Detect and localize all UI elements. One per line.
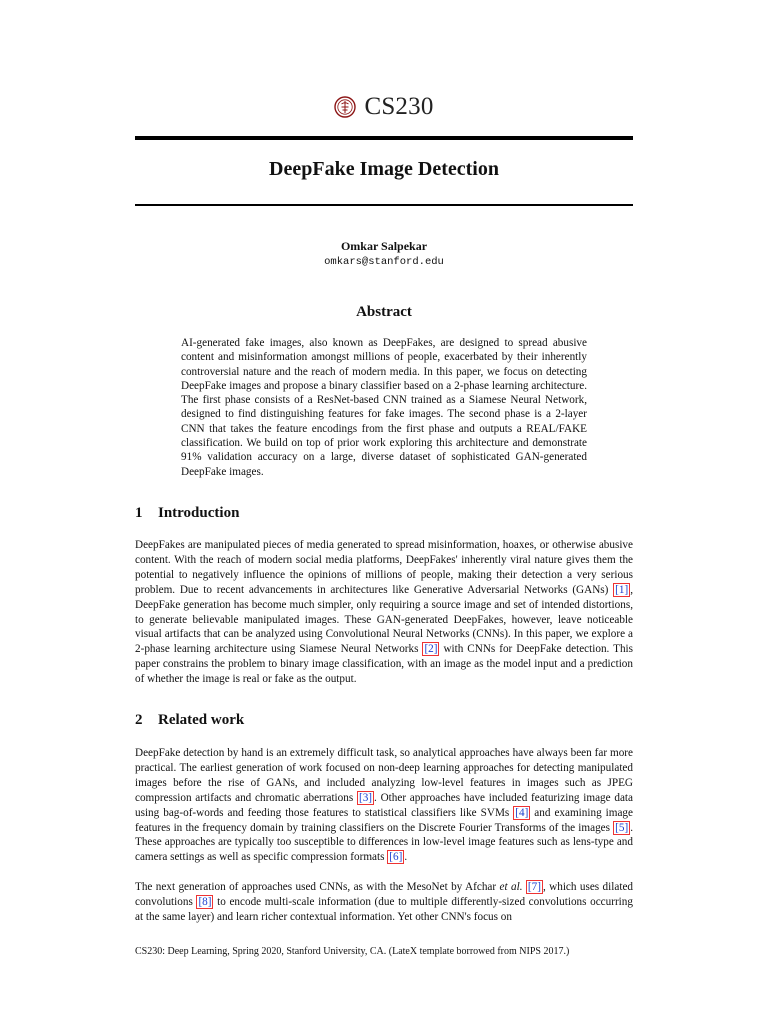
paper-title: DeepFake Image Detection [269, 158, 499, 180]
text-run: with CNNs for DeepFake detection. This paper constrains the problem to binary image classification, with an image as the model input and a prediction of whether the image is real or fake as the output. [135, 643, 633, 686]
abstract-heading: Abstract [356, 304, 412, 320]
citation-link[interactable]: [4] [515, 806, 529, 819]
related-work-paragraph-2 [135, 880, 633, 925]
text-run: . [404, 851, 408, 864]
citation-link[interactable]: [5] [615, 821, 629, 834]
citation-link[interactable]: [8] [198, 895, 212, 908]
stanford-seal-icon [334, 96, 356, 118]
course-header [0, 92, 768, 122]
citation-link[interactable]: [7] [527, 881, 541, 893]
text-run: to encode multi-scale information (due to multiple differently-sized convolutions occurring at the same layer) and learn richer contextual information. Yet other CNN's focus on [135, 895, 633, 923]
text-run: and examining image features in the frequency domain by training classifiers on the Discrete Fourier Transforms of the images [135, 806, 633, 834]
course-name: CS230 [364, 93, 434, 120]
section-heading-introduction [135, 505, 239, 522]
citation-link[interactable]: [6] [389, 851, 403, 864]
section-heading-related-work [135, 712, 244, 729]
section-title: Related work [158, 712, 245, 728]
text-run: DeepFakes are manipulated pieces of media generated to spread misinformation, hoaxes, or otherwise abusive content. With the reach of modern social media platforms, DeepFakes' inherently viral nature gives them the potential to negatively influence the opinions of millions of people, making their detection a very serious problem. Due to recent advancements in architectures like Generative Adversarial Networks (GANs) [135, 539, 633, 596]
text-run: . These approaches are typically too susceptible to differences in low-level image features such as lens-type and camera settings as well as specific compression formats [135, 821, 633, 864]
text-run: The next generation of approaches used CNNs, as with the MesoNet by Afchar [135, 881, 500, 893]
section-title: Introduction [158, 505, 240, 521]
text-run: , which uses dilated convolutions [135, 881, 634, 908]
text-run: DeepFake detection by hand is an extremely difficult task, so analytical approaches have always been far more practical. The earliest generation of work focused on non-deep learning approaches for detecting manipulated images before the rise of GANs, and included analyzing low-level features in images such as JPEG compression artifacts and chromatic aberrations [135, 747, 633, 804]
text-run: , DeepFake generation has become much simpler, only requiring a source image and set of intended distortions, to generate believable manipulated images. These GAN-generated DeepFakes, however, leave noticeable visual artifacts that can be analyzed using Convolutional Neural Networks (CNNs). In this paper, we explore a 2-phase learning architecture using Siamese Neural Networks [135, 583, 633, 656]
citation-link[interactable]: [2] [424, 643, 438, 656]
top-rule [135, 136, 633, 140]
abstract-text: AI-generated fake images, also known as DeepFakes, are designed to spread abusive content and misinformation amongst millions of people, exacerbated by their inherently controversial nature and the reach of modern media. In this paper, we focus on detecting DeepFake images and propose a binary classifier based on a 2-phase learning architecture. The first phase consists of a ResNet-based CNN trained as a Siamese Neural Network, designed to find distinguishing features for fake images. The second phase is a 2-layer CNN that takes the feature encodings from the first phase and outputs a REAL/FAKE classification. We build on top of prior work exploring this architecture and demonstrate 91% validation accuracy on a large, diverse dataset of sophisticated GAN-generated DeepFake images. [181, 337, 587, 478]
author-email: omkars@stanford.edu [324, 256, 444, 268]
citation-link[interactable]: [3] [358, 791, 373, 804]
emphasis-text: et al. [499, 881, 523, 893]
citation-link[interactable]: [1] [615, 583, 629, 596]
section-number: 2 [135, 712, 143, 728]
related-work-paragraph-1 [135, 746, 633, 865]
section-number: 1 [135, 505, 143, 521]
footnote: CS230: Deep Learning, Spring 2020, Stanford University, CA. (LateX template borrowed from NIPS 2017.) [135, 946, 570, 957]
text-run: . Other approaches have included featurizing image data using bag-of-words and feeding those features to statistical classifiers like SVMs [135, 791, 633, 819]
author-name: Omkar Salpekar [340, 239, 428, 253]
introduction-paragraph [135, 538, 633, 687]
title-rule [135, 204, 633, 206]
